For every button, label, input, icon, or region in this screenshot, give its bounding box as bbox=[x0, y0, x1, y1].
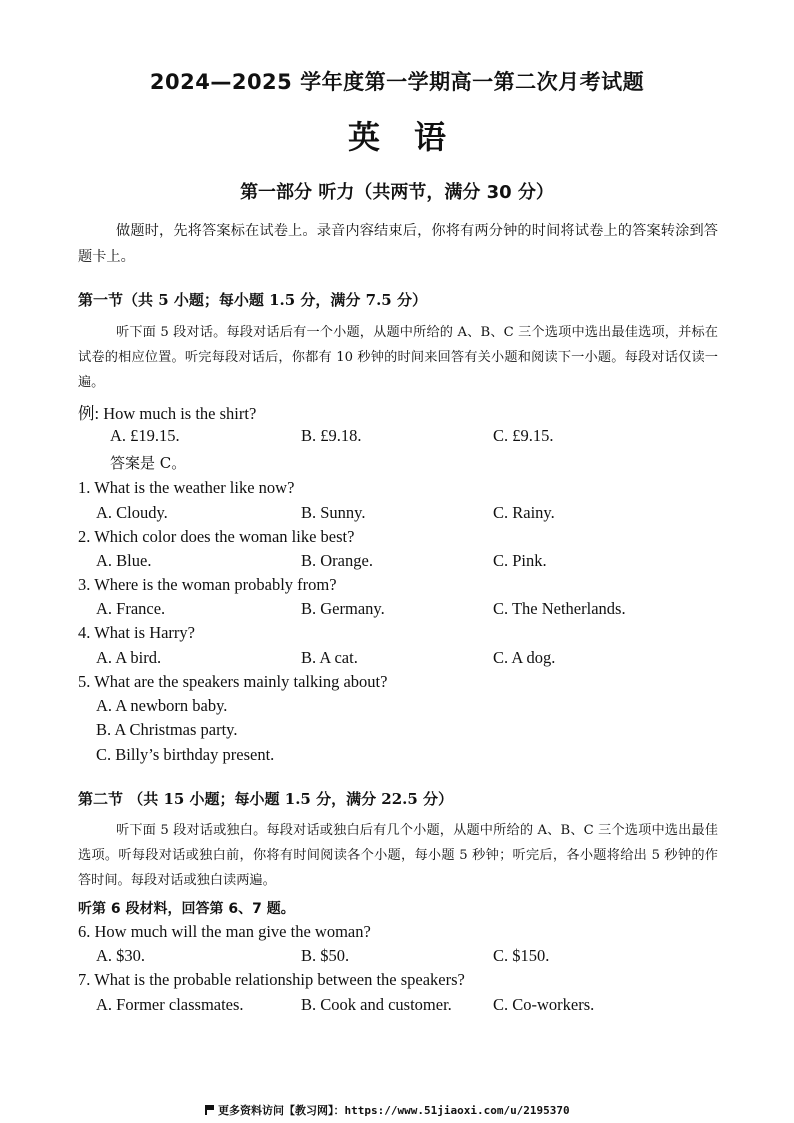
option-c: C. £9.15. bbox=[493, 426, 554, 445]
footer-text: 更多资料访问【教习网】：https://www.51jiaoxi.com/u/2195370 bbox=[218, 1104, 570, 1117]
subject-title bbox=[0, 112, 794, 158]
option-row bbox=[96, 599, 696, 621]
option-a: A. Former classmates. bbox=[96, 995, 244, 1014]
option-a: A. Cloudy. bbox=[96, 503, 168, 522]
option-c: C. Billy’s birthday present. bbox=[96, 745, 275, 764]
exam-title: 2024—2025 学年度第一学期高一第二次月考试题 bbox=[149, 70, 645, 94]
option-c: C. Rainy. bbox=[493, 503, 555, 522]
option-row bbox=[96, 648, 696, 670]
option-a: A. A bird. bbox=[96, 648, 162, 667]
example-question: 例: How much is the shirt? bbox=[78, 404, 257, 423]
option-c: C. $150. bbox=[493, 946, 550, 965]
option-a: A. A newborn baby. bbox=[96, 696, 228, 715]
subject-char: 英 bbox=[347, 118, 380, 156]
option-c: C. Co-workers. bbox=[493, 995, 595, 1014]
option-row bbox=[96, 995, 696, 1017]
section-instructions: 听下面 5 段对话或独白。每段对话或独白后有几个小题，从题中所给的 A、B、C 三个选项中选出最佳选项。听每段对话或独白前，你将有时间阅读各个小题，每小题 5 秒钟；听完后，各小题将给出 5 秒钟的作答时间。每段对话或独白读两遍。 bbox=[78, 823, 718, 888]
option-c: C. Pink. bbox=[493, 551, 547, 570]
question-3: 3. Where is the woman probably from? bbox=[78, 575, 337, 594]
option-row bbox=[96, 946, 696, 968]
question-1: 1. What is the weather like now? bbox=[78, 478, 295, 497]
option-b: B. £9.18. bbox=[301, 426, 362, 445]
part-intro: 做题时，先将答案标在试卷上。录音内容结束后，你将有两分钟的时间将试卷上的答案转涂到答题卡上。 bbox=[78, 223, 718, 265]
option-b: B. A cat. bbox=[301, 648, 358, 667]
option-row bbox=[96, 426, 696, 448]
option-b: B. Orange. bbox=[301, 551, 373, 570]
option-a: A. £19.15. bbox=[110, 426, 180, 445]
question-6: 6. How much will the man give the woman? bbox=[78, 922, 371, 941]
part-title: 第一部分 听力（共两节，满分 30 分） bbox=[240, 182, 554, 203]
option-c: C. A dog. bbox=[493, 648, 556, 667]
option-c: C. The Netherlands. bbox=[493, 599, 626, 618]
material-instruction: 听第 6 段材料，回答第 6、7 题。 bbox=[78, 901, 295, 917]
section-heading: 第一节（共 5 小题；每小题 1.5 分，满分 7.5 分） bbox=[78, 291, 427, 309]
option-b: B. Germany. bbox=[301, 599, 385, 618]
question-5: 5. What are the speakers mainly talking about? bbox=[78, 672, 388, 691]
option-b: B. Sunny. bbox=[301, 503, 366, 522]
subject-char: 语 bbox=[414, 118, 447, 156]
example-answer: 答案是 C。 bbox=[110, 454, 187, 472]
option-b: B. Cook and customer. bbox=[301, 995, 452, 1014]
option-a: A. Blue. bbox=[96, 551, 152, 570]
option-row bbox=[96, 503, 696, 525]
question-7: 7. What is the probable relationship between the speakers? bbox=[78, 970, 465, 989]
section-heading: 第二节 （共 15 小题；每小题 1.5 分，满分 22.5 分） bbox=[78, 790, 454, 808]
flag-icon bbox=[205, 1105, 214, 1115]
footer-link[interactable] bbox=[205, 1102, 570, 1118]
question-2: 2. Which color does the woman like best? bbox=[78, 527, 355, 546]
question-4: 4. What is Harry? bbox=[78, 623, 195, 642]
option-b: B. A Christmas party. bbox=[96, 720, 238, 739]
option-row bbox=[96, 551, 696, 573]
option-b: B. $50. bbox=[301, 946, 350, 965]
section-instructions: 听下面 5 段对话。每段对话后有一个小题，从题中所给的 A、B、C 三个选项中选出最佳选项，并标在试卷的相应位置。听完每段对话后，你都有 10 秒钟的时间来回答有关小题和阅读下一小题。每段对话仅读一遍。 bbox=[78, 325, 718, 390]
option-a: A. $30. bbox=[96, 946, 146, 965]
option-a: A. France. bbox=[96, 599, 166, 618]
